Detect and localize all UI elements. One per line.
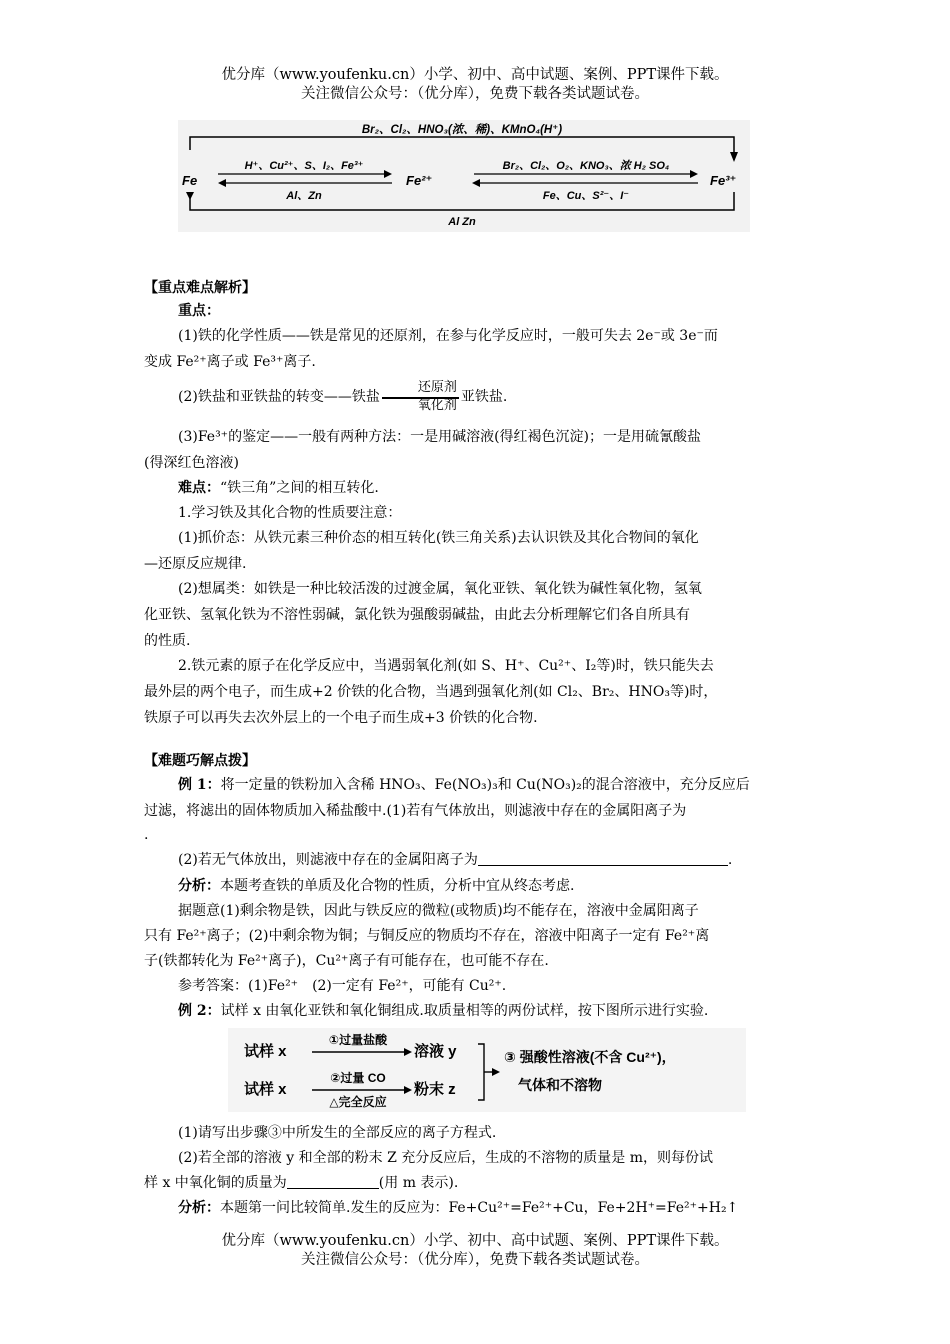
analysis-3-label: 分析： <box>178 1200 220 1216</box>
analysis-1 <box>144 873 814 899</box>
left-upper-label: H⁺、Cu²⁺、S、I₂、Fe³⁺ <box>244 160 364 172</box>
analysis-2b: 只有 Fe²⁺离子；(2)中剩余物为铜；与铜反应的物质均不存在，溶液中阳离子一定有 Fe²⁺离 <box>144 928 710 944</box>
step-2b-label: △完全反应 <box>329 1095 387 1109</box>
conversion-arrow <box>382 381 459 413</box>
reference-answer: 参考答案：(1)Fe²⁺ (2)一定有 Fe²⁺，可能有 Cu²⁺. <box>178 978 507 994</box>
example-1a <box>144 772 814 798</box>
product-2-label: 粉末 z <box>414 1081 456 1098</box>
paragraph-5a: (1)抓价态：从铁元素三种价态的相互转化(铁三角关系)去认识铁及其化合物间的氧化 <box>178 530 699 546</box>
sample-2-label: 试样 x <box>244 1081 287 1098</box>
example-2 <box>144 998 814 1024</box>
difficulty-label: 难点： <box>178 480 220 496</box>
paragraph-4: 1.学习铁及其化合物的性质要注意： <box>178 505 402 521</box>
paragraph-2-pre: (2)铁盐和亚铁盐的转变——铁盐 <box>178 389 380 405</box>
step-1-label: ①过量盐酸 <box>328 1033 388 1047</box>
paragraph-7b: 最外层的两个电子，而生成+2 价铁的化合物，当遇到强氧化剂(如 Cl₂、Br₂、HNO₃等)时， <box>144 684 718 700</box>
paragraph-3a: (3)Fe³⁺的鉴定——一般有两种方法：一是用碱溶液(得红褐色沉淀)；一是用硫氰酸盐 <box>178 429 701 445</box>
analysis-2c: 子(铁都转化为 Fe²⁺离子)，Cu²⁺离子有可能存在，也可能不存在. <box>144 953 549 969</box>
paragraph-7a: 2.铁元素的原子在化学反应中，当遇弱氧化剂(如 S、H⁺、Cu²⁺、I₂等)时，铁只能失去 <box>178 658 714 674</box>
paragraph-1a: (1)铁的化学性质——铁是常见的还原剂，在参与化学反应时，一般可失去 2e⁻或 3e⁻而 <box>178 328 718 344</box>
experiment-figure <box>228 1028 746 1112</box>
difficulty-text: “铁三角”之间的相互转化. <box>220 480 379 496</box>
paragraph-1b: 变成 Fe²⁺离子或 Fe³⁺离子. <box>144 354 316 370</box>
analysis-2a: 据题意(1)剩余物是铁，因此与铁反应的微粒(或物质)均不能存在，溶液中金属阳离子 <box>178 903 699 919</box>
key-label: 重点： <box>178 303 220 319</box>
step-2-label: ②过量 CO <box>330 1071 386 1085</box>
paragraph-7c: 铁原子可以再失去次外层上的一个电子而生成+3 价铁的化合物. <box>144 710 538 726</box>
iron-triangle-figure <box>178 120 750 232</box>
iron-triangle-top-label: Br₂、Cl₂、HNO₃(浓、稀)、KMnO₄(H⁺) <box>361 124 563 136</box>
example-2-label: 例 2： <box>178 1003 221 1019</box>
question-2b <box>144 1170 814 1196</box>
example-1d <box>144 847 814 873</box>
paragraph-6b: 化亚铁、氢氧化铁为不溶性弱碱，氯化铁为强酸弱碱盐，由此去分析理解它们各自所具有 <box>144 607 690 623</box>
paragraph-3b: (得深红色溶液) <box>144 455 239 471</box>
footer-line-2: 关注微信公众号：（优分库），免费下载各类试题试卷。 <box>301 1252 649 1268</box>
example-1b: 过滤，将滤出的固体物质加入稀盐酸中.(1)若有气体放出，则滤液中存在的金属阳离子为 <box>144 803 687 819</box>
example-1d-end: . <box>727 852 733 868</box>
question-1: (1)请写出步骤③中所发生的全部反应的离子方程式. <box>178 1125 497 1141</box>
question-2b-post: (用 m 表示). <box>378 1175 459 1191</box>
paragraph-5b: —还原反应规律. <box>144 556 247 572</box>
arrow-bottom-label: 氧化剂 <box>417 398 457 413</box>
example-1d-text: (2)若无气体放出，则滤液中存在的金属阳离子为 <box>178 852 478 868</box>
header-line-1: 优分库（www.youfenku.cn）小学、初中、高中试题、案例、PPT课件下载。 <box>221 67 729 83</box>
example-1c: . <box>144 827 149 843</box>
question-2b-pre: 样 x 中氧化铜的质量为 <box>144 1175 287 1191</box>
left-lower-label: Al、Zn <box>286 190 322 202</box>
paragraph-6c: 的性质. <box>144 633 191 649</box>
sample-1-label: 试样 x <box>244 1043 287 1060</box>
section-title-tips: 【难题巧解点拨】 <box>144 753 256 769</box>
fe-label: Fe <box>182 173 198 188</box>
paragraph-2 <box>144 381 814 413</box>
paragraph-6a: (2)想属类：如铁是一种比较活泼的过渡金属，氧化亚铁、氧化铁为碱性氧化物，氢氧 <box>178 581 702 597</box>
right-lower-label: Fe、Cu、S²⁻、I⁻ <box>542 190 630 202</box>
header-line-2: 关注微信公众号：（优分库），免费下载各类试题试卷。 <box>301 86 649 102</box>
arrow-top-label: 还原剂 <box>382 381 459 399</box>
example-1a-text: 将一定量的铁粉加入含稀 HNO₃、Fe(NO₃)₃和 Cu(NO₃)₂的混合溶液中，充分反应后 <box>220 777 750 793</box>
answer-blank-1[interactable] <box>478 849 728 866</box>
section-title-key-points: 【重点难点解析】 <box>144 280 256 296</box>
fe3-label: Fe³⁺ <box>710 173 737 188</box>
analysis-1-text: 本题考查铁的单质及化合物的性质，分析中宜从终态考虑. <box>220 878 575 894</box>
bottom-label: Al Zn <box>448 216 476 228</box>
footer-line-1: 优分库（www.youfenku.cn）小学、初中、高中试题、案例、PPT课件下载。 <box>221 1233 729 1249</box>
paragraph-2-post: 亚铁盐. <box>460 389 508 405</box>
analysis-label: 分析： <box>178 878 220 894</box>
result-label: 气体和不溶物 <box>518 1077 602 1093</box>
analysis-3 <box>144 1195 814 1221</box>
question-2a: (2)若全部的溶液 y 和全部的粉末 Z 充分反应后，生成的不溶物的质量是 m，则每份试 <box>178 1150 713 1166</box>
product-1-label: 溶液 y <box>414 1043 457 1060</box>
analysis-3-text: 本题第一问比较简单.发生的反应为：Fe+Cu²⁺=Fe²⁺+Cu，Fe+2H⁺=Fe²⁺+H₂↑ <box>220 1200 739 1216</box>
example-1-label: 例 1： <box>178 777 221 793</box>
difficulty-line <box>144 475 814 501</box>
example-2-text: 试样 x 由氧化亚铁和氧化铜组成.取质量相等的两份试样，按下图所示进行实验. <box>220 1003 709 1019</box>
answer-blank-2[interactable] <box>287 1172 379 1189</box>
step-3-label: ③ 强酸性溶液(不含 Cu²⁺)， <box>504 1049 676 1065</box>
fe2-label: Fe²⁺ <box>406 173 433 188</box>
right-upper-label: Br₂、Cl₂、O₂、KNO₃、浓 H₂ SO₄ <box>502 160 670 172</box>
